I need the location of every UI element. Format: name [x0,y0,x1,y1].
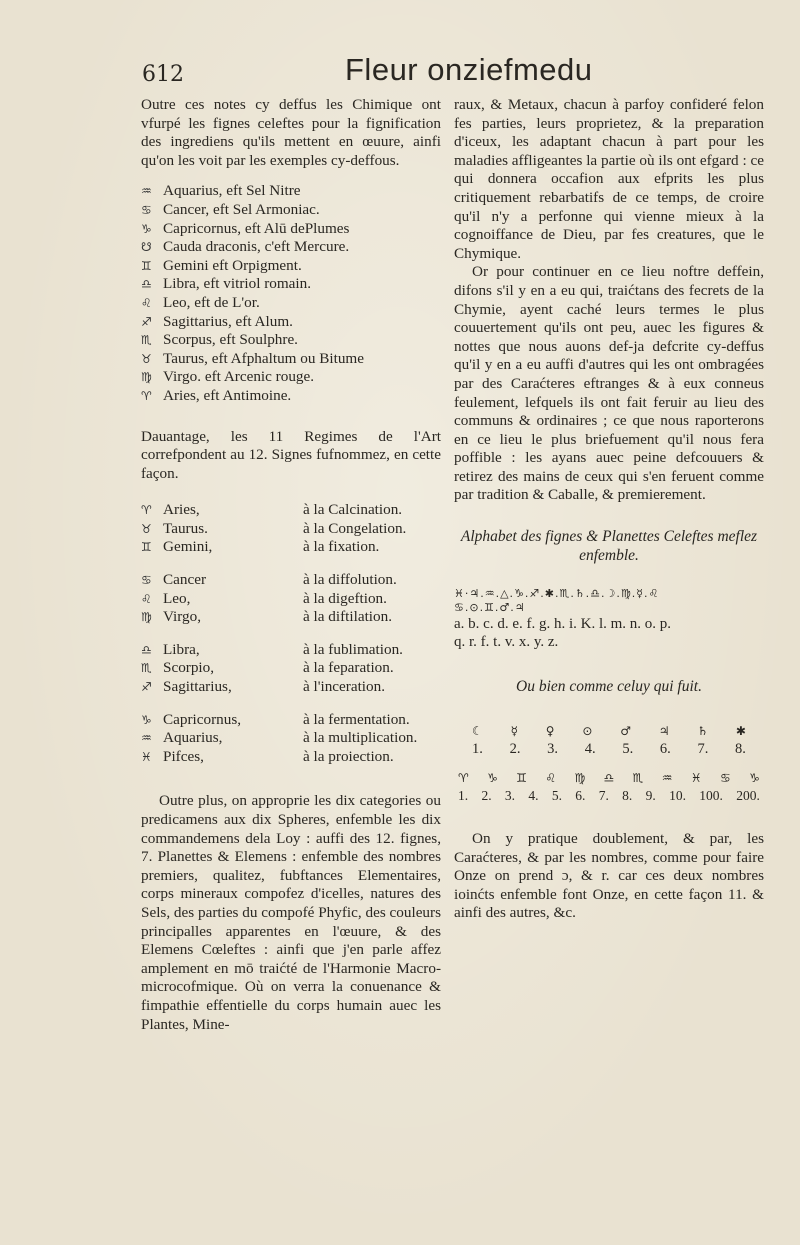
planet-sign-icon: ♑ [487,771,498,786]
zodiac-sign-icon: ♉ [141,521,152,536]
regime-row [141,748,441,767]
zodiac-sign-icon: ♑ [141,712,152,727]
zodiac-sign-icon: ☋ [141,240,152,255]
sign-row [141,257,441,276]
alphabet-heading: Alphabet des fignes & Planettes Celeftes meflez enfemble. [460,528,758,565]
sequence-number: 5. [551,788,562,804]
regime-row [141,520,441,539]
sequence-a-numbers [454,740,764,758]
sequence-number: 6. [659,741,671,758]
sign-row [141,182,441,201]
sign-row [141,201,441,220]
regime-operation: à la proiection. [303,747,394,765]
glyph-line-2: ♋.⊙.♊.♂.♃ [454,601,526,615]
right-column [454,96,764,923]
regime-row [141,729,441,748]
regime-sign-name: Sagittarius, [163,678,232,696]
planet-sign-icon: ⊙ [582,724,593,739]
zodiac-sign-icon: ♉ [141,351,152,366]
sequence-number: 3. [504,788,516,804]
zodiac-sign-icon: ♋ [141,573,152,588]
sequence-number: 100. [699,788,723,804]
planet-sign-icon: ♋ [719,771,731,786]
regime-sign-name: Aries, [163,501,200,519]
planet-sign-icon: ♎ [603,771,615,786]
sign-text: Virgo. eft Arcenic rouge. [163,368,315,386]
sign-text: Libra, eft vitriol romain. [163,275,312,293]
page-number: 612 [142,62,184,87]
planet-sign-icon: ♃ [658,724,670,739]
sequence-number: 2. [481,788,492,804]
glyph-line-1: ♓·♃.♒.△.♑.♐.✱.♏.♄.♎.☽.♍.☿.♌ [454,587,660,601]
regime-row [141,608,441,627]
sequence-number: 4. [528,788,539,804]
regime-operation: à la multiplication. [303,729,418,747]
zodiac-sign-icon: ♏ [141,333,152,348]
sequence-b-numbers [454,787,764,804]
letters-line-1: a. b. c. d. e. f. g. h. i. K. l. m. n. o. p. [454,616,672,633]
right-paragraph-2: Or pour continuer en ce lieu noftre deffein, difons s'il y en a eu qui, traićtans des fecrets de la Chymie, ayent caché leurs termes le plus couuertement qu'ils ont peu, auec les figures & nottes que nous auons def-ja defcrite cy-deffus qu'il y en a eu auffi d'autres qui les ont ombragées par des Caraćteres eftranges & à eux conneus feulement, lefquels ils ont fait feruir au lieu des communs & ordinaires ; ce que nous raporterons en ce lieu le plus briefuement qu'il nous fera poffible : les ayans auec peine defcouuers & retirez des mains de ceux qui s'en feruent comme par tradition & Caballe, & premierement. [454,263,764,504]
zodiac-sign-icon: ♍ [141,610,152,625]
regime-sign-name: Aquarius, [163,729,223,747]
regime-operation: à l'inceration. [303,678,386,696]
regime-operation: à la diftilation. [303,608,392,626]
sign-text: Gemini eft Orpigment. [163,256,302,274]
regime-row [141,678,441,697]
intro-paragraph: Outre ces notes cy deffus les Chimique ont vfurpé les fignes celeftes pour la fignification des ingrediens qu'ils mettent en œuure, ainfi qu'on les voit par les exemples cy-deffous. [141,96,441,169]
planet-sign-icon: ♀ [545,724,555,739]
regime-sign-name: Taurus. [163,519,208,537]
planet-sign-icon: ♄ [697,724,709,739]
sign-row [141,331,441,350]
regime-operation: à la feparation. [303,659,394,677]
regime-sign-name: Leo, [163,589,191,607]
zodiac-sign-icon: ♐ [141,680,152,695]
regimes-list [141,501,441,766]
regime-row [141,711,441,730]
sequence-number: 8. [622,788,633,804]
sign-text: Scorpus, eft Soulphre. [163,331,298,349]
regime-row [141,590,441,609]
sequence-number: 8. [735,741,746,758]
sequence-number: 4. [584,741,596,758]
zodiac-sign-icon: ♑ [141,221,152,236]
sequence-number: 1. [472,741,483,758]
planet-sign-icon: ♈ [458,771,469,786]
sequence-number: 7. [598,788,609,804]
regime-operation: à la Congelation. [303,519,407,537]
regime-operation: à la digeftion. [303,589,387,607]
zodiac-sign-icon: ♓ [141,749,152,764]
zodiac-sign-icon: ♊ [141,258,152,273]
regime-sign-name: Scorpio, [163,659,215,677]
regime-sign-name: Cancer [163,571,207,589]
planet-sign-icon: ✱ [735,724,746,739]
sign-row [141,275,441,294]
sequence-number: 2. [509,741,521,758]
regime-operation: à la diffolution. [303,571,397,589]
right-paragraph-1: raux, & Metaux, chacun à parfoy confideré felon fes parties, leurs proprietez, & la preparation d'iceux, les adaptant chacun à part pour les maladies affligeantes la partie où ils ont efgard : ce qui donnera occafion aux efprits les plus critiquement rebarbatifs de ce temps, de croire qu'il n'y a perfonne qui vienne mieux à la cognoiffance de Dieu, par fes creatures, que le Chymique. [454,96,764,262]
sign-row [141,294,441,313]
planet-sign-icon: ♑ [749,771,760,786]
regime-group-gap [141,627,441,641]
sign-text: Leo, eft de L'or. [163,293,260,311]
regime-sign-name: Pifces, [163,747,204,765]
signs-list [141,182,441,405]
sign-row [141,238,441,257]
sequence-number: 7. [697,741,709,758]
zodiac-sign-icon: ♏ [141,661,152,676]
sign-text: Aquarius, eft Sel Nitre [163,182,301,200]
zodiac-sign-icon: ♈ [141,503,152,518]
zodiac-sign-icon: ♈ [141,388,152,403]
regime-operation: à la fublimation. [303,640,403,658]
sign-text: Cancer, eft Sel Armoniac. [163,200,320,218]
regime-operation: à la fixation. [303,538,380,556]
regime-row [141,571,441,590]
zodiac-sign-icon: ♌ [141,591,152,606]
zodiac-sign-icon: ♌ [141,295,152,310]
planet-sign-icon: ♏ [632,771,644,786]
sign-text: Capricornus, eft Alū dePlumes [163,219,350,237]
page-header [140,52,740,92]
regime-operation: à la Calcination. [303,501,403,519]
left-column [141,96,441,1034]
regime-row [141,641,441,660]
sign-row [141,368,441,387]
zodiac-sign-icon: ♎ [141,277,152,292]
sequence-b-symbols [454,770,764,787]
regime-row [141,659,441,678]
sequence-number: 9. [645,788,656,804]
planet-sign-icon: ♂ [620,724,631,739]
regimes-intro: Dauantage, les 11 Regimes de l'Art correfpondent au 12. Signes fufnommez, en cette façon. [141,427,441,482]
right-paragraph-3: On y pratique doublement, & par, les Caraćteres, & par les nombres, comme pour faire Onze on prend ɔ, & r. car ces deux nombres ioinćts enfemble font Onze, en cette façon 11. & ainfi des autres, &c. [454,830,764,922]
planet-sign-icon: ♒ [661,771,673,786]
planet-sign-icon: ♌ [545,771,557,786]
sign-row [141,220,441,239]
sign-text: Cauda draconis, c'eft Mercure. [163,238,350,256]
sequence-a-symbols [454,722,764,740]
zodiac-sign-icon: ♎ [141,642,152,657]
letters-line-2: q. r. f. t. v. x. y. z. [454,634,559,651]
sequence-number: 3. [547,741,559,758]
sign-text: Aries, eft Antimoine. [163,386,292,404]
sequence-number: 10. [669,788,686,804]
regime-row [141,501,441,520]
regime-operation: à la fermentation. [303,710,410,728]
zodiac-sign-icon: ♒ [141,184,152,199]
sign-row [141,313,441,332]
sequence-number: 6. [575,788,586,804]
regime-sign-name: Capricornus, [163,710,242,728]
zodiac-sign-icon: ♋ [141,202,152,217]
running-title: Fleur onziefmedu [345,52,593,87]
regime-sign-name: Gemini, [163,538,213,556]
zodiac-sign-icon: ♍ [141,370,152,385]
planet-sign-icon: ☾ [472,724,483,739]
regime-group-gap [141,697,441,711]
planet-sign-icon: ♍ [574,771,586,786]
outro-paragraph: Outre plus, on approprie les dix categories ou predicamens aux dix Spheres, enfemble les dix commandemens dela Loy : auffi des 12. fignes, 7. Planettes & Elemens : enfemble des nombres premiers, qualitez, fubftances Elementaires, corps mineraux compofez d'icelles, natures des Sels, des parties du compofé Phyfic, des couleurs principalles apparentes en l'œuure, & des Elemens Cœleftes : ainfi que j'en parle affez amplement en mō traićté de l'Harmonie Macro-microcofmique. Où on verra la conuenance & fimpathie effentielle du corps humain auec les Plantes, Mine- [141,792,441,1033]
sign-text: Taurus, eft Afphaltum ou Bitume [163,349,364,367]
planet-sign-icon: ♊ [516,771,527,786]
regime-sign-name: Libra, [163,640,200,658]
zodiac-sign-icon: ♊ [141,540,152,555]
sequence-number: 200. [736,788,760,804]
sign-row [141,350,441,369]
sign-row [141,387,441,406]
regime-group-gap [141,557,441,571]
zodiac-sign-icon: ♐ [141,314,152,329]
sign-text: Sagittarius, eft Alum. [163,312,293,330]
planet-sign-icon: ☿ [510,724,518,739]
planet-sign-icon: ♓ [690,771,702,786]
second-heading: Ou bien comme celuy qui fuit. [516,678,702,696]
sequence-number: 1. [458,788,469,804]
sequence-number: 5. [622,741,634,758]
zodiac-sign-icon: ♒ [141,731,152,746]
regime-sign-name: Virgo, [163,608,202,626]
regime-row [141,538,441,557]
